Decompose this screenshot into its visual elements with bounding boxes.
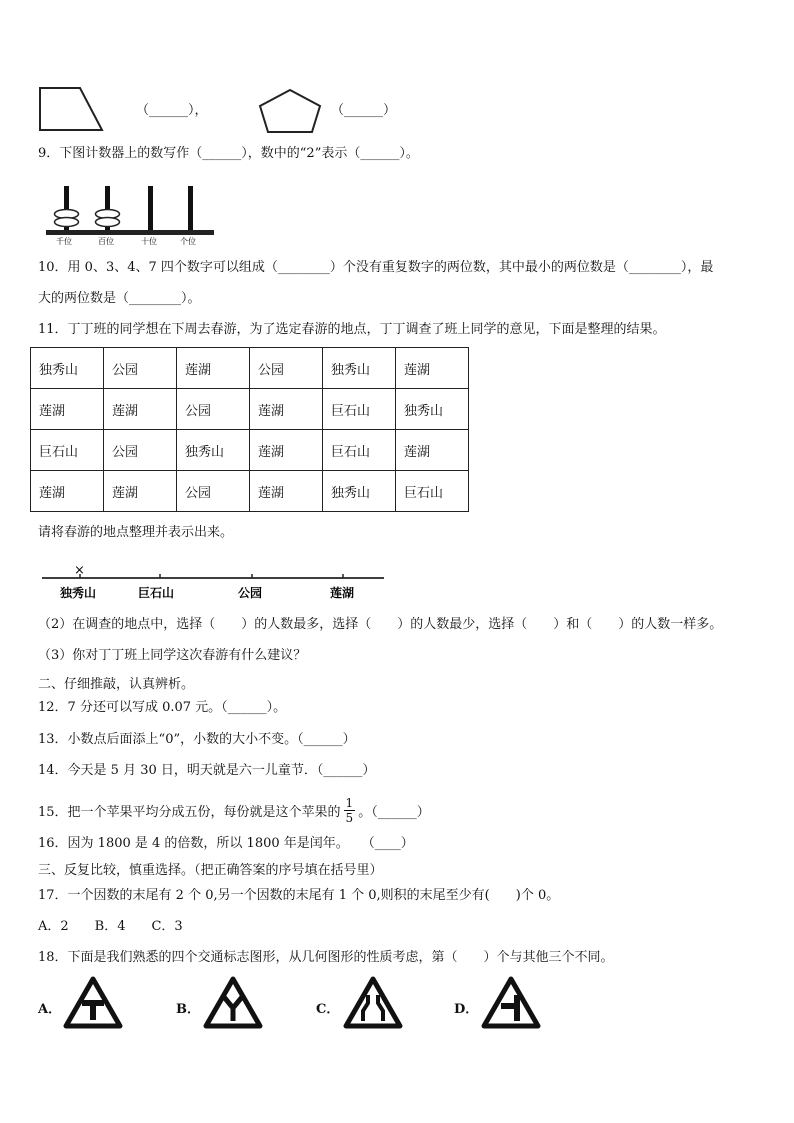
fraction (344, 796, 356, 825)
abacus-label-qian: 千位 (56, 237, 72, 246)
table-cell: 公园 (104, 430, 177, 471)
q8-blank-2: （______） (331, 103, 397, 118)
option-c-label: C． (316, 1002, 340, 1017)
table-cell: 巨石山 (396, 471, 469, 512)
table-cell: 莲湖 (396, 430, 469, 471)
traffic-sign-t-junction-icon (63, 975, 123, 1029)
table-row (31, 430, 469, 471)
abacus-label-ge: 个位 (180, 237, 196, 246)
q18-text: 18．下面是我们熟悉的四个交通标志图形，从几何图形的性质考虑，第（ ）个与其他三个不同。 (38, 950, 614, 965)
q11-text: 11．丁丁班的同学想在下周去春游，为了选定春游的地点，丁丁调查了班上同学的意见，下面是整理的结果。 (38, 322, 666, 337)
table-cell: 独秀山 (396, 389, 469, 430)
traffic-sign-side-road-icon (481, 975, 541, 1029)
q17-text: 17．一个因数的末尾有 2 个 0,另一个因数的末尾有 1 个 0,则积的末尾至少有( )个 0。 (38, 888, 560, 903)
table-cell: 莲湖 (31, 389, 104, 430)
q16-text: 16．因为 1800 是 4 的倍数，所以 1800 年是闰年。 （____） (38, 836, 414, 851)
table-cell: 独秀山 (177, 430, 250, 471)
table-cell: 莲湖 (31, 471, 104, 512)
table-cell: 莲湖 (396, 348, 469, 389)
q12-text: 12．7 分还可以写成 0.07 元。（______）。 (38, 700, 287, 715)
table-cell: 莲湖 (177, 348, 250, 389)
table-cell: 巨石山 (31, 430, 104, 471)
table-cell: 公园 (104, 348, 177, 389)
q11-sub2: （2）在调查的地点中，选择（ ）的人数最多，选择（ ）的人数最少，选择（ ）和（ ）的人数一样多。 (38, 617, 723, 632)
axis-label-duxiushan: 独秀山 (60, 586, 97, 600)
q13-text: 13．小数点后面添上“0”，小数的大小不变。（______） (38, 732, 356, 747)
traffic-sign-narrow-road-icon (343, 975, 403, 1029)
q15-text (38, 798, 430, 827)
table-cell: 莲湖 (250, 389, 323, 430)
option-b-label: B． (176, 1002, 200, 1017)
abacus-label-bai: 百位 (98, 237, 114, 246)
table-cell: 公园 (250, 348, 323, 389)
q17-options: A．2 B．4 C．3 (38, 919, 183, 934)
table-cell: 巨石山 (323, 389, 396, 430)
table-cell: 独秀山 (323, 348, 396, 389)
traffic-sign-y-junction-icon (203, 975, 263, 1029)
table-cell: 公园 (177, 471, 250, 512)
trapezoid-figure (38, 86, 104, 132)
section-3-heading: 三、反复比较，慎重选择。（把正确答案的序号填在括号里） (38, 863, 383, 878)
table-cell: 莲湖 (104, 471, 177, 512)
q10-line-1: 10．用 0、3、4、7 四个数字可以组成（________）个没有重复数字的两位数，其中最小的两位数是（________），最 (38, 260, 714, 275)
table-row (31, 348, 469, 389)
table-row (31, 389, 469, 430)
fraction-numerator: 1 (345, 796, 354, 810)
table-cell: 独秀山 (31, 348, 104, 389)
table-cell: 莲湖 (104, 389, 177, 430)
axis-label-gongyuan: 公园 (238, 586, 263, 600)
q9-text: 9．下图计数器上的数写作（______），数中的“2”表示（______）。 (38, 146, 419, 161)
q11-instruction: 请将春游的地点整理并表示出来。 (38, 525, 234, 540)
table-cell: 巨石山 (323, 430, 396, 471)
q8-blank-1: （______）， (136, 103, 208, 118)
q10-line-2: 大的两位数是（________）。 (38, 291, 201, 306)
abacus-label-shi: 十位 (141, 237, 157, 246)
axis-label-lianhu: 莲湖 (330, 586, 355, 600)
q14-text: 14．今天是 5 月 30 日，明天就是六一儿童节．（______） (38, 763, 376, 778)
table-row (31, 471, 469, 512)
option-d-label: D． (454, 1002, 479, 1017)
q15-before: 15．把一个苹果平均分成五份，每份就是这个苹果的 (38, 805, 341, 820)
survey-table (30, 347, 469, 512)
section-2-heading: 二、仔细推敲，认真辨析。 (38, 677, 195, 692)
q11-sub3: （3）你对丁丁班上同学这次春游有什么建议？ (38, 648, 307, 663)
pentagon-figure (257, 87, 323, 135)
q15-after: 。（______） (358, 805, 430, 820)
table-cell: 独秀山 (323, 471, 396, 512)
fraction-denominator: 5 (345, 811, 354, 825)
tally-mark: × (74, 563, 85, 578)
axis-label-jushishan: 巨石山 (138, 586, 175, 600)
tally-axis (40, 560, 390, 602)
table-cell: 公园 (177, 389, 250, 430)
option-a-label: A． (38, 1002, 62, 1017)
table-cell: 莲湖 (250, 430, 323, 471)
abacus-figure (42, 180, 220, 246)
table-cell: 莲湖 (250, 471, 323, 512)
